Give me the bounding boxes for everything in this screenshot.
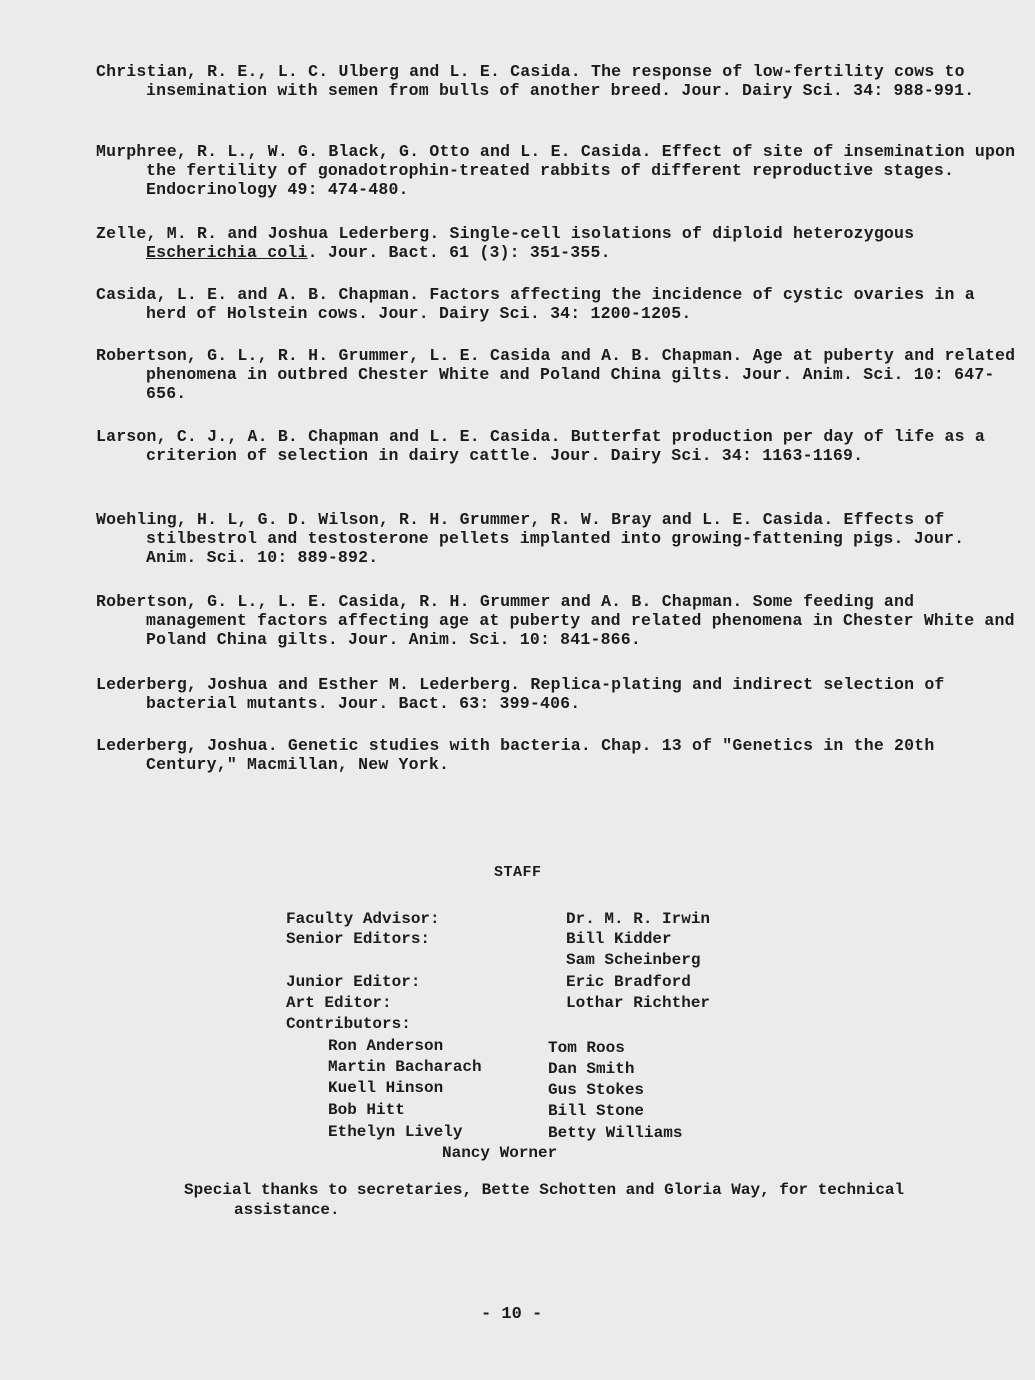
contributor-name: Dan Smith bbox=[548, 1060, 635, 1078]
reference-entry bbox=[96, 224, 1016, 262]
art-editor-label: Art Editor: bbox=[286, 994, 392, 1012]
contributor-name: Bob Hitt bbox=[328, 1101, 405, 1119]
reference-text: Zelle, M. R. and Joshua Lederberg. Single-cell isolations of diploid heterozygous bbox=[96, 224, 915, 243]
faculty-advisor-name: Dr. M. R. Irwin bbox=[566, 910, 711, 928]
reference-entry: Larson, C. J., A. B. Chapman and L. E. Casida. Butterfat production per day of life as a criterion of selection in dairy cattle. Jour. Dairy Sci. 34: 1163-1169. bbox=[96, 427, 985, 465]
contributor-name: Tom Roos bbox=[548, 1039, 625, 1057]
art-editor-name: Lothar Richther bbox=[566, 994, 711, 1012]
staff-heading: STAFF bbox=[494, 864, 542, 881]
senior-editors-label: Senior Editors: bbox=[286, 930, 431, 948]
reference-entry: Christian, R. E., L. C. Ulberg and L. E. Casida. The response of low-fertility cows to insemination with semen from bulls of another breed. Jour. Dairy Sci. 34: 988-991. bbox=[96, 62, 975, 100]
reference-text: . Jour. Bact. 61 (3): 351-355. bbox=[307, 243, 611, 262]
contributor-name: Bill Stone bbox=[548, 1102, 645, 1120]
reference-entry: Robertson, G. L., R. H. Grummer, L. E. Casida and A. B. Chapman. Age at puberty and related phenomena in outbred Chester White and Poland China gilts. Jour. Anim. Sci. 10: 647-656. bbox=[96, 346, 1016, 403]
contributor-name: Ron Anderson bbox=[328, 1037, 444, 1055]
reference-entry: Casida, L. E. and A. B. Chapman. Factors affecting the incidence of cystic ovaries in a herd of Holstein cows. Jour. Dairy Sci. 34: 1200-1205. bbox=[96, 285, 975, 323]
contributor-name: Martin Bacharach bbox=[328, 1058, 482, 1076]
page-number: - 10 - bbox=[481, 1305, 543, 1324]
reference-entry: Murphree, R. L., W. G. Black, G. Otto and L. E. Casida. Effect of site of insemination upon the fertility of gonadotrophin-treated rabbits of different reproductive stages. Endocrinology 49: 474-480. bbox=[96, 142, 1016, 199]
contributor-name: Betty Williams bbox=[548, 1124, 683, 1142]
senior-editor-name: Sam Scheinberg bbox=[566, 951, 701, 969]
contributor-name: Kuell Hinson bbox=[328, 1079, 444, 1097]
junior-editor-label: Junior Editor: bbox=[286, 973, 421, 991]
contributor-name: Gus Stokes bbox=[548, 1081, 645, 1099]
species-name: Escherichia coli bbox=[146, 243, 308, 262]
junior-editor-name: Eric Bradford bbox=[566, 973, 691, 991]
contributor-name: Nancy Worner bbox=[442, 1144, 558, 1162]
reference-entry: Lederberg, Joshua. Genetic studies with bacteria. Chap. 13 of "Genetics in the 20th Century," Macmillan, New York. bbox=[96, 736, 935, 774]
faculty-advisor-label: Faculty Advisor: bbox=[286, 910, 440, 928]
reference-entry: Robertson, G. L., L. E. Casida, R. H. Grummer and A. B. Chapman. Some feeding and management factors affecting age at puberty and related phenomena in Chester White and Poland China gilts. Jour. Anim. Sci. 10: 841-866. bbox=[96, 592, 1015, 649]
contributors-label: Contributors: bbox=[286, 1015, 411, 1033]
reference-entry: Lederberg, Joshua and Esther M. Lederberg. Replica-plating and indirect selection of bacterial mutants. Jour. Bact. 63: 399-406. bbox=[96, 675, 945, 713]
acknowledgement: Special thanks to secretaries, Bette Schotten and Gloria Way, for technical assistance. bbox=[184, 1181, 905, 1219]
contributor-name: Ethelyn Lively bbox=[328, 1123, 463, 1141]
senior-editor-name: Bill Kidder bbox=[566, 930, 672, 948]
reference-entry: Woehling, H. L, G. D. Wilson, R. H. Grummer, R. W. Bray and L. E. Casida. Effects of stilbestrol and testosterone pellets implanted into growing-fattening pigs. Jour. Anim. Sci. 10: 889-892. bbox=[96, 510, 965, 567]
